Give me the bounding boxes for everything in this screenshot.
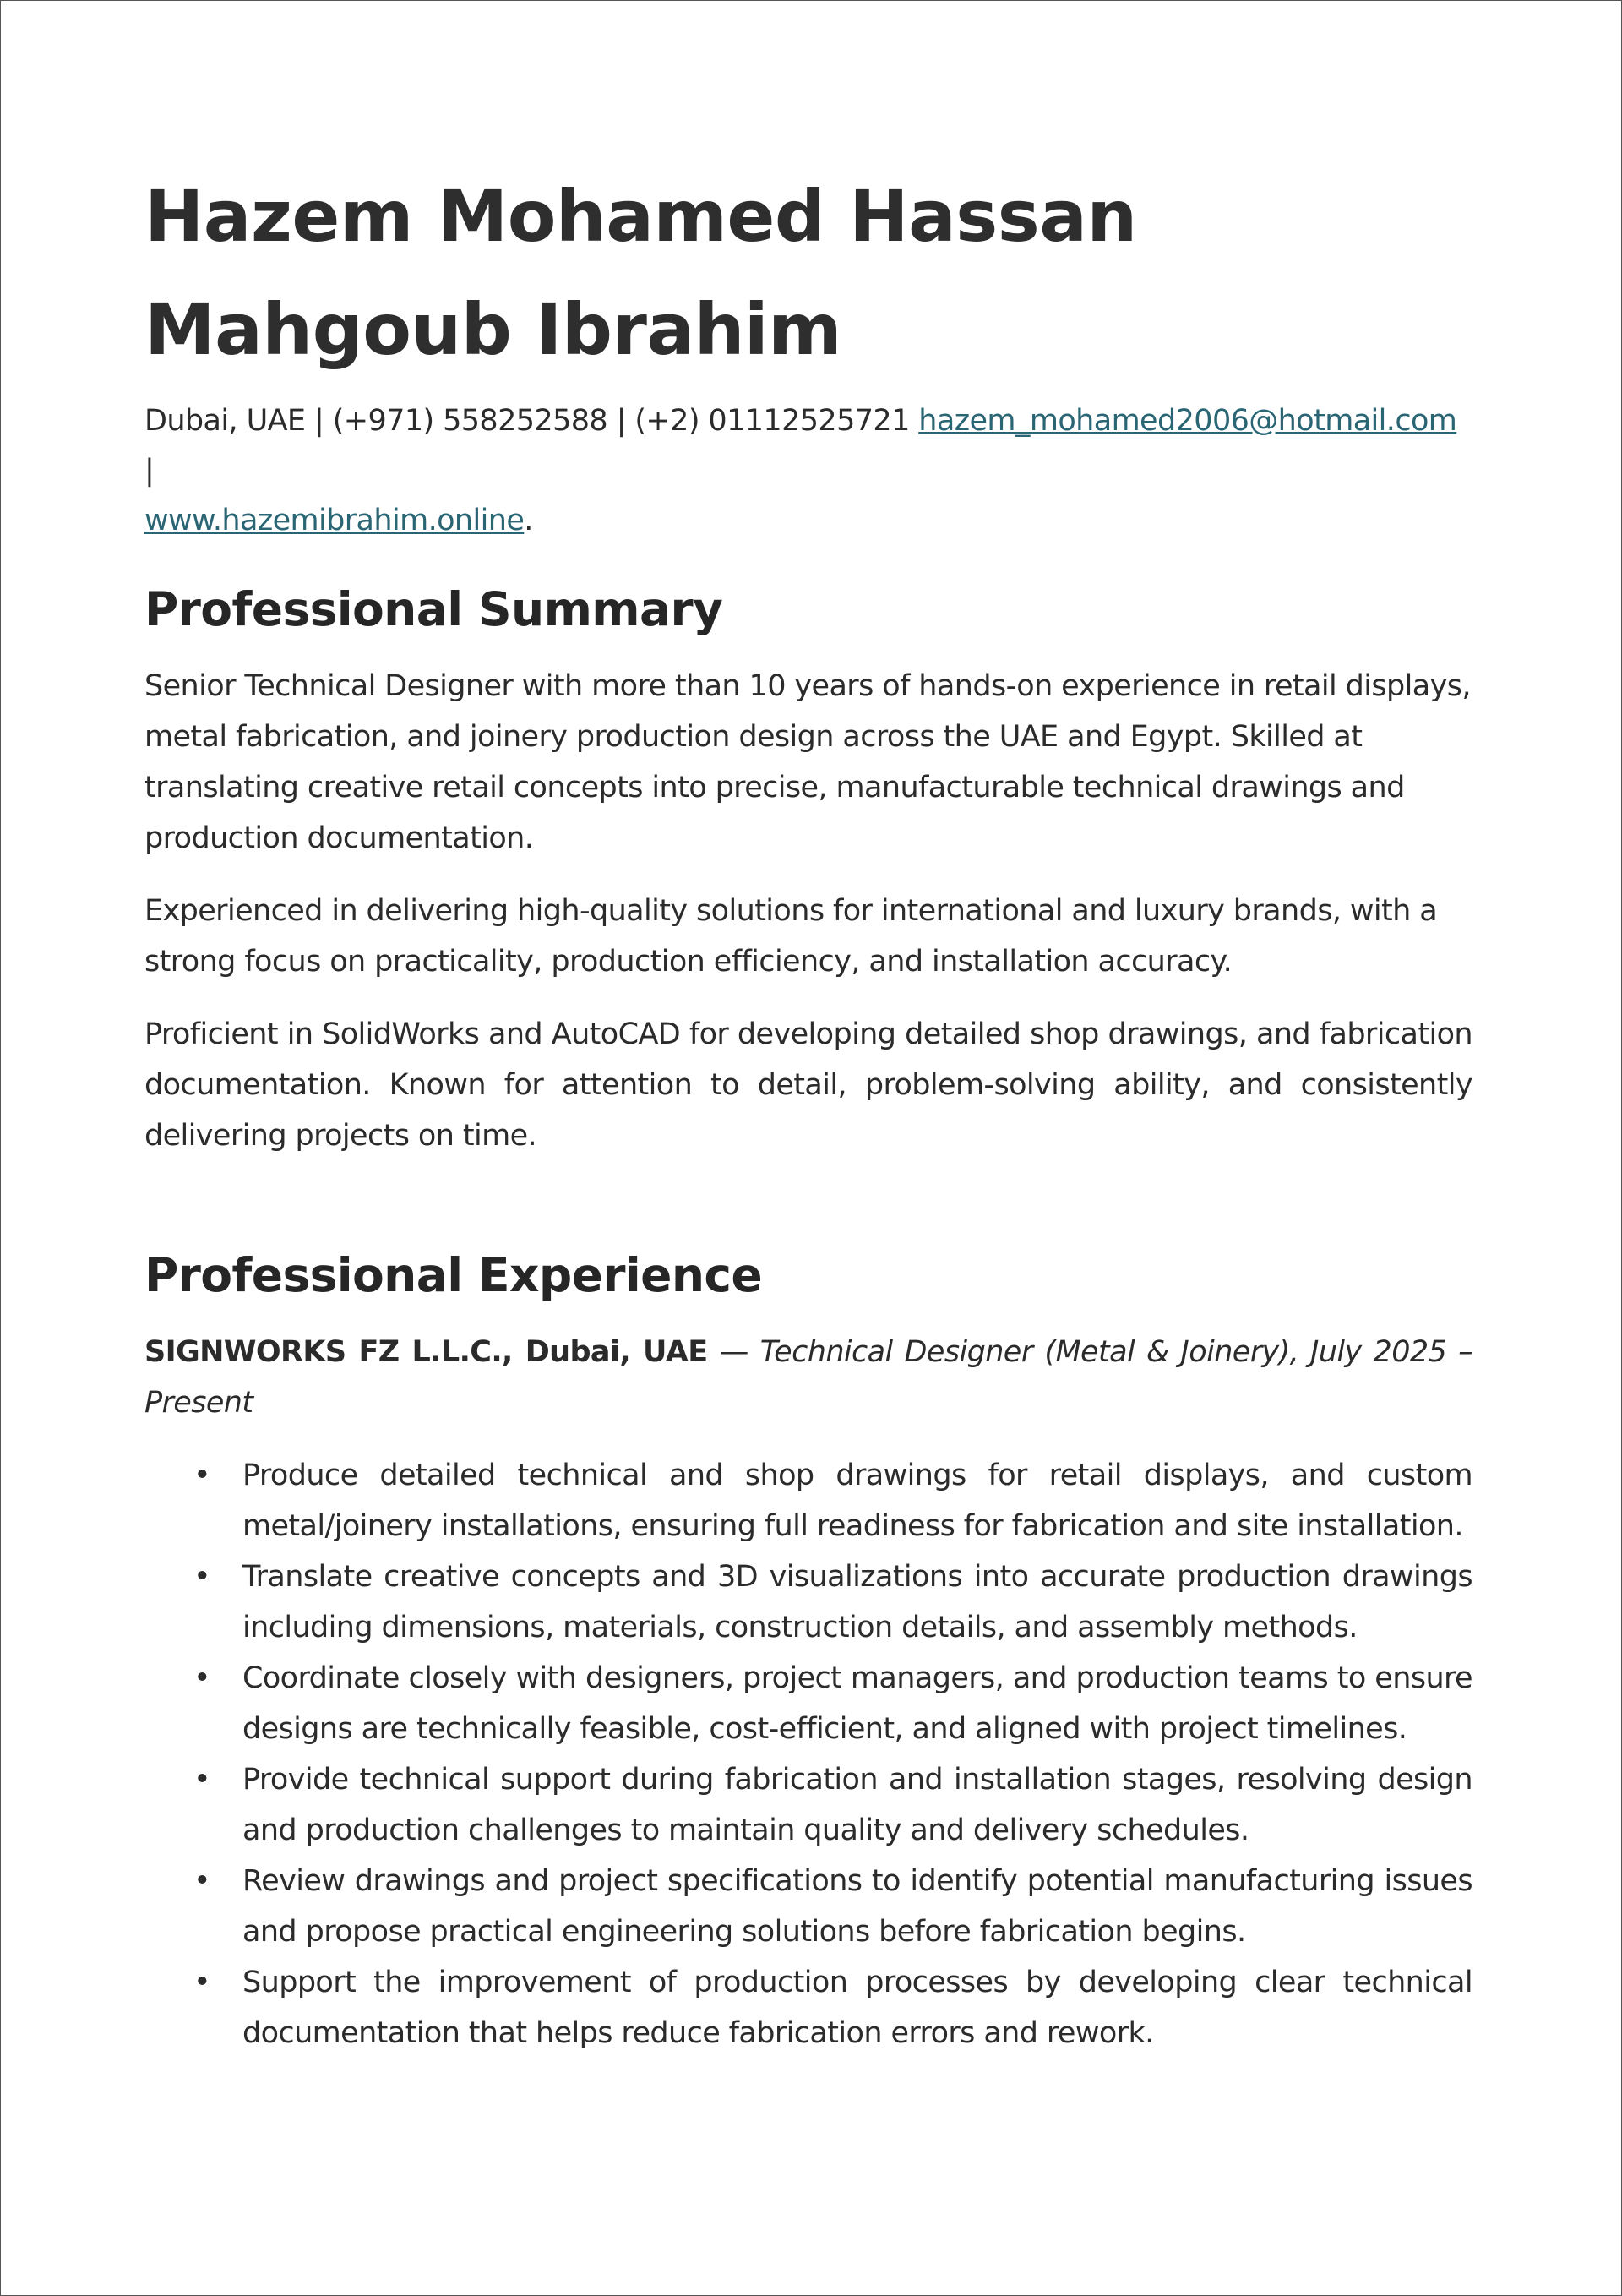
list-item <box>144 1856 1472 1957</box>
job-title-line <box>144 1327 1472 1428</box>
email-link[interactable]: hazem_mohamed2006@hotmail.com <box>918 404 1457 438</box>
candidate-name: Hazem Mohamed Hassan Mahgoub Ibrahim <box>144 175 1137 371</box>
bullet-icon: • <box>193 1763 211 1797</box>
list-item <box>144 1450 1472 1552</box>
separator: | <box>313 404 324 438</box>
phone-egypt: (+2) 01112525721 <box>634 404 910 438</box>
section-heading-summary: Professional Summary <box>144 582 723 636</box>
job-company: SIGNWORKS FZ L.L.C., Dubai, UAE <box>144 1335 708 1369</box>
list-item <box>144 1754 1472 1856</box>
bullet-icon: • <box>193 1966 211 1999</box>
website-trailing-period: . <box>524 504 533 537</box>
job-dash: — <box>707 1335 760 1369</box>
resume-content <box>144 160 1472 2059</box>
bullet-icon: • <box>193 1661 211 1695</box>
job-responsibilities-list <box>144 1450 1472 2059</box>
section-heading-experience: Professional Experience <box>144 1248 763 1302</box>
job-role: Technical Designer (Metal & Joinery), July 2025 – Present <box>144 1335 1472 1420</box>
list-item-text: Review drawings and project specifications to identify potential manufacturing issues and propose practical engineering solutions before fabrication begins. <box>242 1864 1472 1949</box>
contact-line <box>144 396 1472 546</box>
bullet-icon: • <box>193 1864 211 1898</box>
separator: | <box>616 404 626 438</box>
summary-paragraph-3: Proficient in SolidWorks and AutoCAD for developing detailed shop drawings, and fabrication documentation. Known for attention to detail, problem-solving ability, and consistently delivering projects on time. <box>144 1017 1472 1153</box>
list-item-text: Coordinate closely with designers, project managers, and production teams to ensure designs are technically feasible, cost-efficient, and aligned with project timelines. <box>242 1661 1472 1746</box>
separator: | <box>144 454 155 488</box>
summary-paragraph-2: Experienced in delivering high-quality solutions for international and luxury brands, with a strong focus on practicality, production efficiency, and installation accuracy. <box>144 894 1438 979</box>
list-item <box>144 1957 1472 2059</box>
summary-paragraph-1: Senior Technical Designer with more than 10 years of hands-on experience in retail displays, metal fabrication, and joinery production design across the UAE and Egypt. Skilled at translating creative retail concepts into precise, manufacturable technical drawings and production documentation. <box>144 669 1471 855</box>
location: Dubai, UAE <box>144 404 306 438</box>
website-link[interactable]: www.hazemibrahim.online <box>144 504 525 537</box>
list-item-text: Translate creative concepts and 3D visualizations into accurate production drawings including dimensions, materials, construction details, and assembly methods. <box>242 1560 1472 1644</box>
list-item <box>144 1552 1472 1653</box>
list-item-text: Support the improvement of production processes by developing clear technical documentation that helps reduce fabrication errors and rework. <box>242 1966 1472 2050</box>
phone-uae: (+971) 558252588 <box>332 404 608 438</box>
bullet-icon: • <box>193 1459 211 1492</box>
list-item-text: Provide technical support during fabrication and installation stages, resolving design and production challenges to maintain quality and delivery schedules. <box>242 1763 1472 1847</box>
list-item <box>144 1653 1472 1754</box>
bullet-icon: • <box>193 1560 211 1594</box>
list-item-text: Produce detailed technical and shop drawings for retail displays, and custom metal/joinery installations, ensuring full readiness for fabrication and site installation. <box>242 1459 1472 1543</box>
